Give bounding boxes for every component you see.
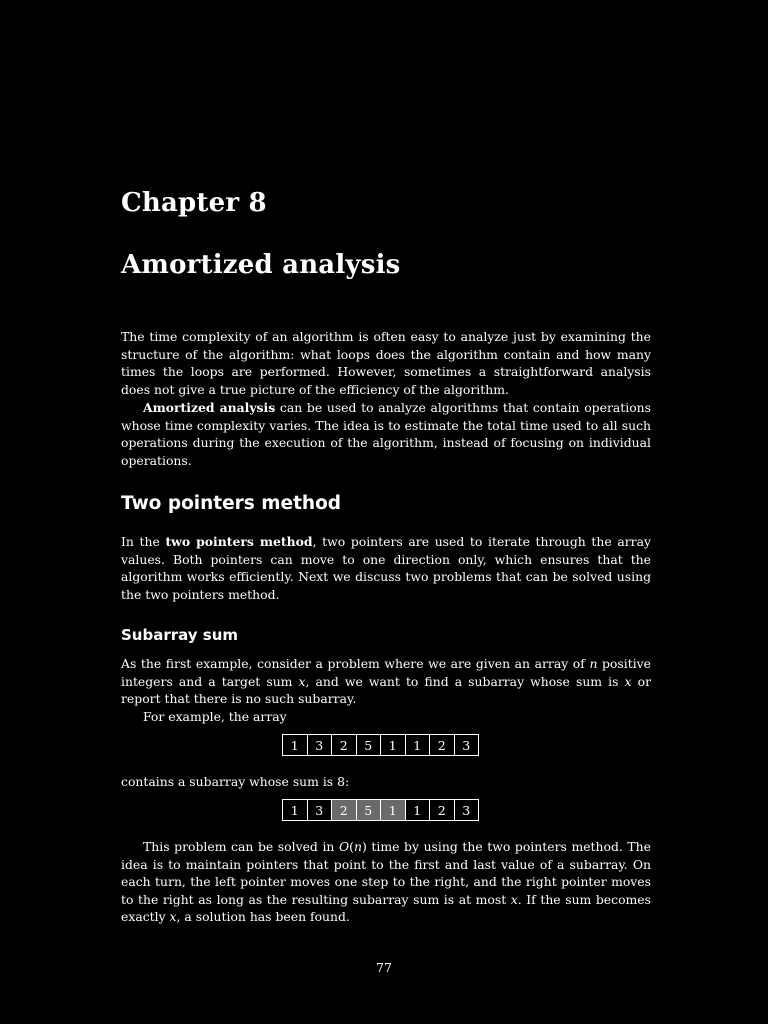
subsection-paragraph-2 — [121, 708, 651, 726]
section-paragraph-1 — [121, 533, 651, 603]
section-heading: Two pointers method — [121, 493, 342, 514]
sub-p2-text: For example, the array — [143, 709, 287, 724]
sub-p1-b: positive integers and a target sum — [121, 656, 651, 689]
array-cell: 3 — [455, 734, 480, 756]
sub-p1-d: or report that there is no such subarray. — [121, 673, 651, 707]
intro-paragraph-1 — [121, 328, 651, 398]
array-cell: 1 — [406, 734, 431, 756]
sub-p4-a: This problem can be solved in — [143, 839, 339, 854]
array-cell: 3 — [308, 734, 333, 756]
var-x: x — [624, 673, 632, 689]
var-n: n — [354, 839, 362, 854]
section-p1-rest: , two pointers are used to iterate through the array values. Both pointers can move to one direction only, which ensures that the algorithm works efficiently. Next we discuss two problems that can be solved using the two pointers method. — [121, 534, 651, 602]
array-cell: 1 — [283, 799, 308, 821]
array-cell: 2 — [430, 799, 455, 821]
example-array-highlighted — [282, 799, 479, 821]
subsection-paragraph-3 — [121, 773, 651, 791]
array-cell-highlighted: 5 — [357, 799, 382, 821]
array-cell-highlighted: 2 — [332, 799, 357, 821]
paren-open: ( — [349, 839, 355, 854]
array-cell: 2 — [332, 734, 357, 756]
subsection-heading: Subarray sum — [121, 626, 239, 644]
two-pointers-term: two pointers method — [165, 534, 313, 549]
array-cell: 2 — [430, 734, 455, 756]
intro-paragraph-2 — [121, 399, 651, 469]
chapter-label: Chapter 8 — [121, 188, 267, 218]
array-cell: 1 — [406, 799, 431, 821]
array-cell: 3 — [308, 799, 333, 821]
array-cell: 1 — [283, 734, 308, 756]
subsection-paragraph-4 — [121, 838, 651, 926]
array-cell: 1 — [381, 734, 406, 756]
var-n: n — [589, 656, 598, 671]
sub-p1-c: , and we want to find a subarray whose sum is — [305, 673, 625, 689]
var-x: x — [298, 673, 306, 689]
subsection-paragraph-1 — [121, 655, 651, 708]
sub-p4-c: ) time by using the two pointers method. The idea is to maintain pointers that point to the first and last value of a subarray. On each turn, the left pointer moves one step to the right, and the right pointer moves to the right as long as the resulting subarray sum is at most — [121, 839, 651, 907]
section-p1-pre: In the — [121, 534, 166, 549]
page-number: 77 — [376, 960, 392, 975]
array-cell: 3 — [455, 799, 480, 821]
big-o: O — [339, 839, 350, 854]
var-x: x — [510, 891, 518, 907]
array-cell: 5 — [357, 734, 382, 756]
intro-p1-text: The time complexity of an algorithm is often easy to analyze just by examining the structure of the algorithm: what loops does the algorithm contain and how many times the loops are performed. However, sometimes a straightforward analysis does not give a true picture of the efficiency of the algorithm. — [121, 329, 651, 397]
chapter-title: Amortized analysis — [121, 250, 401, 280]
sub-p3-text: contains a subarray whose sum is 8: — [121, 774, 350, 789]
array-cell-highlighted: 1 — [381, 799, 406, 821]
var-x: x — [169, 909, 177, 925]
sub-p4-d: . If the sum becomes exactly — [121, 891, 651, 925]
intro-p2-text: can be used to analyze algorithms that contain operations whose time complexity varies. The idea is to estimate the total time used to all such operations during the execution of the algorithm, instead of focusing on individual operations. — [121, 400, 651, 468]
sub-p4-e: , a solution has been found. — [176, 909, 350, 925]
example-array — [282, 734, 479, 756]
amortized-analysis-term: Amortized analysis — [143, 400, 276, 415]
sub-p1-a: As the first example, consider a problem where we are given an array of — [121, 656, 590, 671]
